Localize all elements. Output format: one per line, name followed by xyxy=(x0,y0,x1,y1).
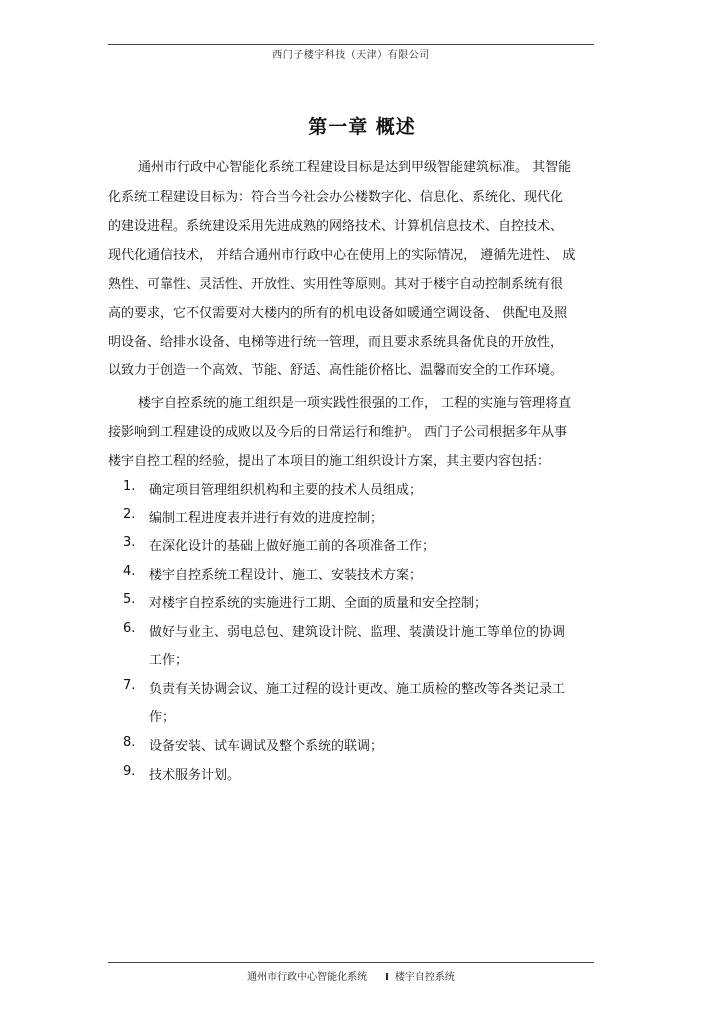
list-item-number: 1. xyxy=(123,479,136,494)
paragraph1-line: 明设备、给排水设备、电梯等进行统一管理，而且要求系统具备优良的开放性， xyxy=(108,335,564,350)
chapter-title: 第一章 概述 xyxy=(308,116,416,138)
list-item-text: 做好与业主、弱电总包、建筑设计院、监理、装潢设计施工等单位的协调 xyxy=(149,625,566,640)
paragraph1-line: 高的要求，它不仅需要对大楼内的所有的机电设备如暖通空调设备、 供配电及照 xyxy=(108,306,568,321)
list-item-number: 4. xyxy=(123,564,136,579)
list-item-number: 8. xyxy=(123,735,136,750)
list-item-text: 工作； xyxy=(149,653,189,668)
list-item-text: 确定项目管理组织机构和主要的技术人员组成； xyxy=(149,483,423,498)
list-item-text: 在深化设计的基础上做好施工前的各项准备工作； xyxy=(149,539,436,554)
list-item-text: 楼宇自控系统工程设计、施工、安装技术方案； xyxy=(149,568,423,583)
paragraph2-line: 接影响到工程建设的成败以及今后的日常运行和维护。 西门子公司根据多年从事 xyxy=(108,425,568,440)
header-rule xyxy=(108,44,594,45)
list-item-text: 技术服务计划。 xyxy=(149,768,241,783)
footer-separator: I xyxy=(385,972,389,983)
footer-right: 楼宇自控系统 xyxy=(394,972,455,983)
footer-left: 通州市行政中心智能化系统 xyxy=(247,972,368,983)
list-item-text: 负责有关协调会议、施工过程的设计更改、施工质检的整改等各类记录工 xyxy=(149,682,566,697)
paragraph2-line: 楼宇自控工程的经验，提出了本项目的施工组织设计方案，其主要内容包括： xyxy=(108,454,551,469)
list-item-number: 7. xyxy=(123,678,136,693)
paragraph1-line: 化系统工程建设目标为：符合当今社会办公楼数字化、信息化、系统化、现代化 xyxy=(108,190,564,205)
paragraph2-line: 楼宇自控系统的施工组织是一项实践性很强的工作， 工程的实施与管理将直 xyxy=(138,396,572,411)
list-item-text: 编制工程进度表并进行有效的进度控制； xyxy=(149,511,384,526)
header-company: 西门子楼宇科技（天津）有限公司 xyxy=(272,50,430,61)
list-item-text: 作； xyxy=(149,710,176,725)
list-item-number: 2. xyxy=(123,507,136,522)
footer-rule xyxy=(108,962,594,963)
paragraph1-line: 现代化通信技术， 并结合通州市行政中心在使用上的实际情况， 遵循先进性、 成 xyxy=(108,248,576,263)
list-item-number: 9. xyxy=(123,764,136,779)
footer xyxy=(108,968,594,983)
list-item-number: 6. xyxy=(123,621,136,636)
list-item-number: 3. xyxy=(123,535,136,550)
list-item-number: 5. xyxy=(123,592,136,607)
list-item-text: 设备安装、试车调试及整个系统的联调； xyxy=(149,739,384,754)
paragraph1-line: 的建设进程。系统建设采用先进成熟的网络技术、计算机信息技术、自控技术、 xyxy=(108,219,564,234)
paragraph1-line: 以致力于创造一个高效、节能、舒适、高性能价格比、温馨而安全的工作环境。 xyxy=(108,363,564,378)
paragraph1-line: 通州市行政中心智能化系统工程建设目标是达到甲级智能建筑标准。 其智能 xyxy=(138,160,572,175)
list-item-text: 对楼宇自控系统的实施进行工期、全面的质量和安全控制； xyxy=(149,596,488,611)
paragraph1-line: 熟性、可靠性、灵活性、开放性、实用性等原则。其对于楼宇自动控制系统有很 xyxy=(108,277,564,292)
